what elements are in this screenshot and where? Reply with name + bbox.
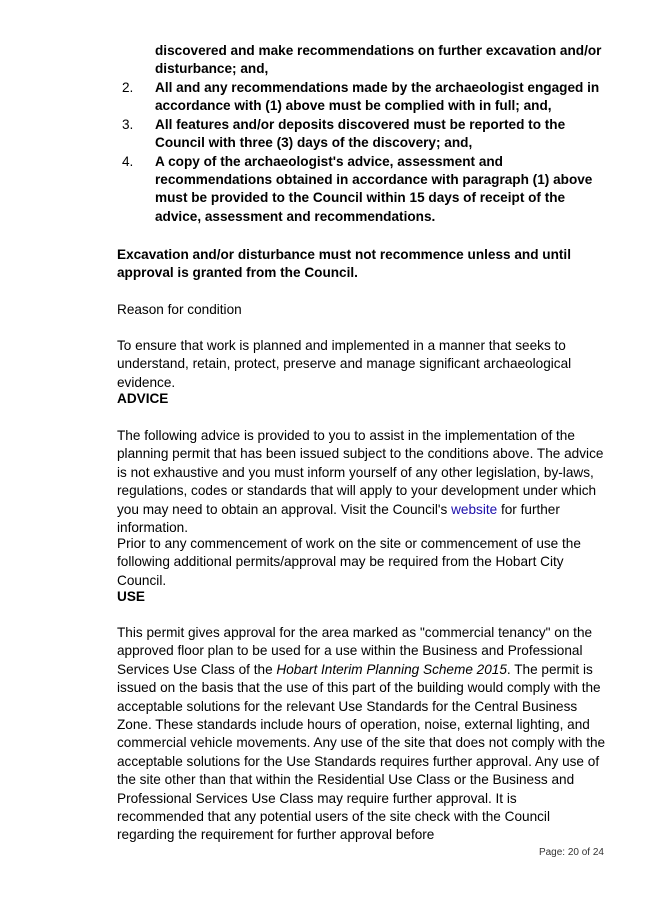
advice-text-end: for further information.	[117, 501, 560, 536]
list-item	[117, 116, 607, 153]
list-item-text: All features and/or deposits discovered must be reported to the Council with three (3) days of the discovery; and,	[155, 116, 566, 151]
use-text-continued: . The permit is issued on the basis that the use of this part of the building would comply with the acceptable solutions for the relevant Use Standards for the Central Business Zone. These standards include hours of operation, noise, external lighting, and commercial vehicle movements. Any use of the site that does not comply with the acceptable solutions for the Use Standards requires further approval. Any use of the site other than that within the Residential Use Class or the Business and Professional Services Use Class may require further approval. It is recommended that any potential users of the site check with the Council regarding the requirement for further approval before	[117, 661, 606, 843]
list-item-text: A copy of the archaeologist's advice, assessment and recommendations obtained in accordance with paragraph (1) above must be provided to the Council within 15 days of receipt of the advice, assessment and recommendations.	[155, 153, 593, 224]
condition-list	[117, 79, 607, 226]
reason-text: To ensure that work is planned and implemented in a manner that seeks to understand, retain, protect, preserve and manage significant archaeological evidence.	[117, 338, 572, 390]
reason-label: Reason for condition	[117, 302, 242, 317]
list-item-number: 4.	[122, 153, 134, 169]
list-item-number: 3.	[122, 116, 134, 132]
use-text: This permit gives approval for the area marked as "commercial tenancy" on the approved floor plan to be used for a use within the Business and Professional Services Use Class of the	[117, 625, 593, 677]
page-number: Page: 20 of 24	[538, 847, 604, 858]
advice-paragraph	[117, 427, 607, 537]
use-paragraph	[117, 624, 607, 845]
advice-heading: ADVICE	[117, 391, 169, 406]
excavation-notice: Excavation and/or disturbance must not recommence unless and until approval is granted from the Council.	[117, 247, 571, 281]
list-item	[117, 79, 607, 116]
website-link[interactable]: website	[451, 501, 498, 517]
use-heading: USE	[117, 589, 145, 604]
list-continuation: discovered and make recommendations on further excavation and/or disturbance; and,	[155, 43, 602, 77]
list-item-text: All and any recommendations made by the archaeologist engaged in accordance with (1) above must be complied with in full; and,	[155, 80, 600, 114]
list-item-number: 2.	[122, 80, 134, 95]
planning-scheme-title: Hobart Interim Planning Scheme 2015	[276, 661, 507, 677]
advice-text: The following advice is provided to you to assist in the implementation of the planning permit that has been issued subject to the conditions above. The advice is not exhaustive and you must inform yourself of any other legislation, by-laws, regulations, codes or standards that will apply to your development under which you may need to obtain an approval. Visit the Council's	[117, 428, 604, 517]
permits-paragraph: Prior to any commencement of work on the site or commencement of use the following additional permits/approval may be required from the Hobart City Council.	[117, 536, 581, 588]
list-item	[117, 153, 607, 227]
